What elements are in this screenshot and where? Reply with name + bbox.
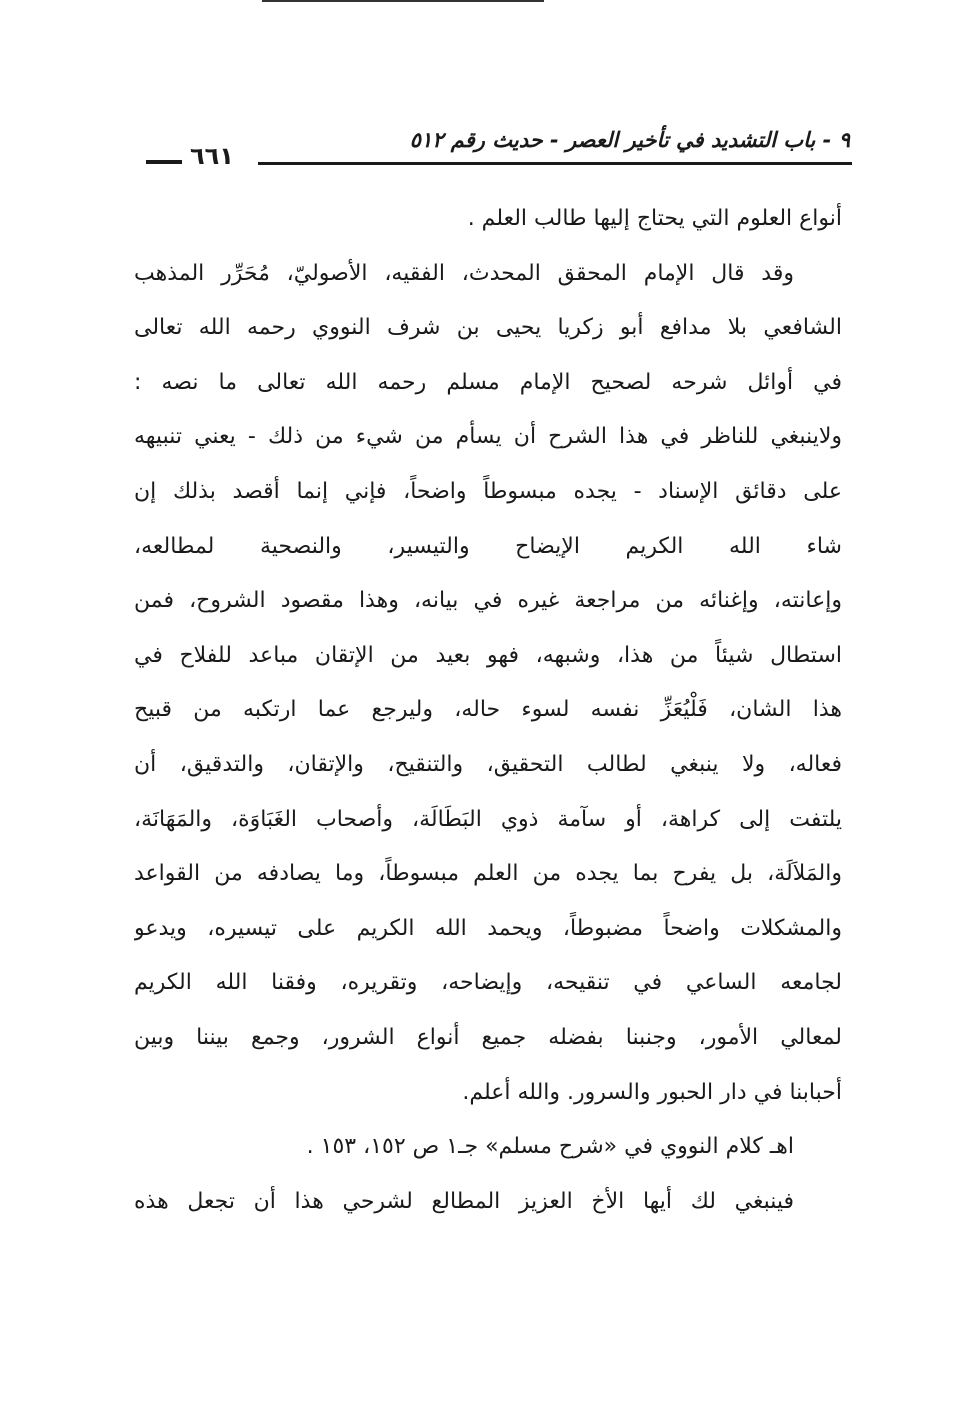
text-line: أحبابنا في دار الحبور والسرور. والله أعلم.	[462, 1079, 842, 1105]
text-line: على دقائق الإسناد - يجده مبسوطاً واضحاً، فإني إنما أقصد بذلك إن	[134, 478, 842, 504]
text-line: في أوائل شرحه لصحيح الإمام مسلم رحمه الله تعالى ما نصه :	[134, 369, 842, 395]
text-line: يلتفت إلى كراهة، أو سآمة ذوي البَطَالَة، وأصحاب الغَبَاوَة، والمَهَانَة،	[134, 806, 842, 832]
text-line: استطال شيئاً من هذا، وشبهه، فهو بعيد من الإتقان مباعد للفلاح في	[134, 642, 842, 668]
text-line: الشافعي بلا مدافع أبو زكريا يحيى بن شرف النووي رحمه الله تعالى	[134, 315, 842, 341]
chapter-title: ٩ - باب التشديد في تأخير العصر - حديث رقم ٥١٢	[409, 128, 850, 152]
text-line: لمعالي الأمور، وجنبنا بفضله جميع أنواع الشرور، وجمع بيننا وبين	[134, 1024, 842, 1050]
text-line: والمشكلات واضحاً مضبوطاً، ويحمد الله الكريم على تيسيره، ويدعو	[134, 915, 842, 941]
text-line: فينبغي لك أيها الأخ العزيز المطالع لشرحي هذا أن تجعل هذه	[134, 1188, 794, 1214]
text-line: وقد قال الإمام المحقق المحدث، الفقيه، الأصوليّ، مُحَرِّر المذهب	[134, 260, 794, 286]
page-number: ٦٦١	[190, 142, 234, 170]
running-header	[140, 128, 852, 172]
text-line: شاء الله الكريم الإيضاح والتيسير، والنصحية لمطالعه،	[134, 533, 842, 559]
text-line: والمَلاَلَة، بل يفرح بما يجده من العلم مبسوطاً، وما يصادفه من القواعد	[134, 861, 842, 887]
text-line: هذا الشان، فَلْيُعَزِّ نفسه لسوء حاله، وليرجع عما ارتكبه من قبيح	[134, 697, 842, 723]
header-rule	[258, 162, 852, 165]
top-rule	[262, 0, 544, 2]
text-line: وإعانته، وإغنائه من مراجعة غيره في بيانه، وهذا مقصود الشروح، فمن	[134, 588, 842, 614]
body-text	[134, 192, 842, 1229]
text-line: أنواع العلوم التي يحتاج إليها طالب العلم .	[467, 206, 842, 231]
text-line: لجامعه الساعي في تنقيحه، وإيضاحه، وتقريره، وفقنا الله الكريم	[134, 970, 842, 996]
page-number-dash	[146, 160, 182, 164]
citation-line: اهـ كلام النووي في «شرح مسلم» جـ١ ص ١٥٢، ١٥٣ .	[306, 1134, 794, 1160]
text-line: فعاله، ولا ينبغي لطالب التحقيق، والتنقيح، والإتقان، والتدقيق، أن	[134, 751, 842, 777]
text-line: ولاينبغي للناظر في هذا الشرح أن يسأم من شيء من ذلك - يعني تنبيهه	[134, 424, 842, 450]
